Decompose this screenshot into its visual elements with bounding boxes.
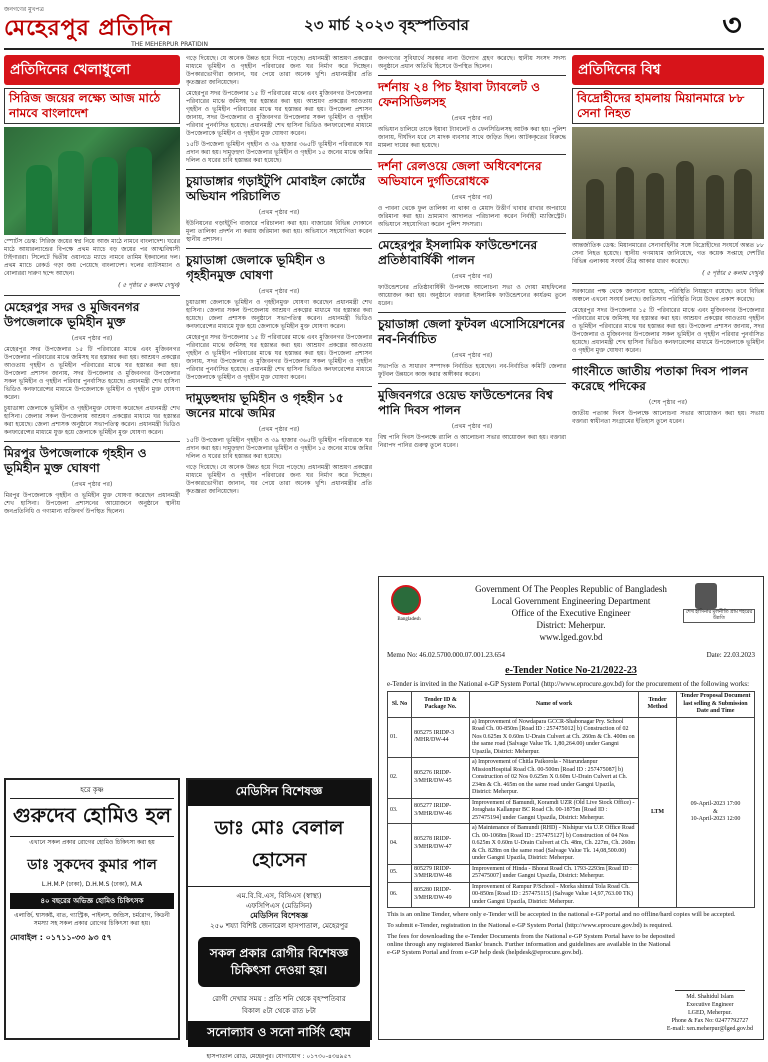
headline-islamic-foundation: মেহেরপুর ইসলামিক ফাউন্ডেশনের প্রতিষ্ঠাবার্ষিকী পালন [378, 238, 538, 267]
newspaper-name-en: THE MEHERPUR PRATIDIN [131, 41, 208, 48]
headline-darshana-rail: দর্শনা রেলওয়ে জেলা অধিবেশনের অভিযানে দুর্গতিরোধকে [378, 159, 542, 188]
th-dates: Tender Proposal Document last selling & Submission Date and Time [677, 692, 755, 718]
cell-sl: 01. [388, 717, 412, 758]
cell-id: 805280 IRIDP-3/MHR/DW-49 [412, 882, 470, 908]
memo-number: Memo No: 46.02.5700.000.07.001.23.654 [387, 651, 506, 659]
column-local-2 [378, 55, 566, 450]
portrait-icon [695, 583, 717, 609]
cell-work: Improvement of Bamundi, Koramdi UZR (Old Live Stock Office) - Joraghata Kallanpur BC Road Ch. 00-1875m [Road ID : 257475194] under Gangni Upazila, District: Meherpur. [470, 798, 639, 824]
headline-football-association: চুয়াডাঙ্গা জেলা ফুটবল এসোসিয়েশনের নব-নির্বাচিত [378, 317, 565, 346]
subhead-note: (প্রথম পৃষ্ঠার পর) [451, 423, 493, 430]
cell-work: a) Improvement of Chitla Paikorola - Nitarundanpur MissionHospital Road Ch. 00-500m [Road ID : 257475087] b) Construction of 02 Nos 0.625m X 0.60m U-Drain Culvert at Ch. 234m & Ch. 465m on the same road under Gangni Upazila, District: Meherpur. [470, 758, 639, 799]
gov-line: Local Government Engineering Department [491, 596, 651, 606]
ad-homeo-degree: L.H.M.P (ঢাকা), D.H.M.S (ঢাকা), M.A [41, 881, 143, 888]
cell-sl: 04. [388, 824, 412, 865]
ad-homeo-hall [4, 778, 180, 1040]
photo-cricket-team [4, 127, 180, 235]
ad-doctor-hours1: রোগী দেখার সময় : প্রতি শনি থেকে বৃহস্পতিবার [212, 995, 346, 1003]
ad-doctor-spec: মেডিসিন বিশেষজ্ঞ [188, 780, 370, 806]
subhead-note: (প্রথম পৃষ্ঠার পর) [71, 335, 113, 342]
ad-homeo-desc: এলার্জি, শ্বাসকষ্ট, বাত, গ্যাস্ট্রিক, পাইলস, জন্ডিস, চর্মরোগ, কিডনী সমস্যা সহ সকল প্রকার রোগের চিকিৎসা করা হয়। [14, 912, 170, 927]
signature-block [667, 981, 753, 1033]
th-tender-id: Tender ID & Package No. [412, 692, 470, 718]
cell-sl: 06. [388, 882, 412, 908]
headline-water-day: মুজিবনগরে ওয়েভ ফাউন্ডেশনের বিশ্ব পানি দিবস পালন [378, 388, 553, 417]
tender-note-registration: To submit e-Tender, registration in the National e-GP System Portal (http://www.eprocure.gov.bd) is required. [387, 922, 673, 929]
ad-doctor-degree3: মেডিসিন বিশেষজ্ঞ [250, 911, 308, 920]
cell-work: a) Maintenance of Bamundi (RHD) - Nishipur via U.P. Office Road Ch. 00-1068m [Road ID : 257475127] b) Construction of 04 Nos 0.625m X 0.60m U-Drain Culvert at Ch. 48m, Ch. 227m, Ch. 260m & Ch. 828m on the same road (Salvage Value Tk. 14,08,500.00) under Gangni Upazila, District: Meherpur. [470, 824, 639, 865]
ad-doctor-clinic: সনোল্যাব ও সনো নার্সিং হোম [188, 1021, 370, 1047]
headline-darshana-yaba: দর্শনায় ২৪ পিচ ইয়াবা ট্যাবলেট ও ফেনসিডিলসহ [378, 80, 540, 109]
ad-homeo-band: ৪০ বছরের অভিজ্ঞ হোমিও চিকিৎসক [10, 893, 174, 909]
subhead-note: (প্রথম পৃষ্ঠার পর) [451, 115, 493, 122]
ad-doctor-hours2: বিকাল ৫টা থেকে রাত ৮টা [242, 1007, 316, 1015]
column-world [572, 55, 764, 426]
headline-mirpur: মিরপুর উপজেলাকে গৃহহীন ও ভূমিহীন মুক্ত ঘোষণা [4, 446, 147, 475]
article-damurhuda-2: গড়ে দিয়েছে। যে অনেক উন্নত হয়ে গিয়ে পড়েছে। প্রধানমন্ত্রী আশ্রয়ণ প্রকল্পের মাধ্যমে ভূমিহীন ও গৃহহীন পরিবারের জন্য ঘর নির্মাণ করে দিচ্ছেন। উপকারভোগীরা জানান, ঘর পেয়ে তারা অনেক খুশি। প্রধানমন্ত্রীর প্রতি কৃতজ্ঞতা জানিয়েছেন। [186, 464, 372, 495]
gov-line: Government Of The Peoples Republic of Bangladesh [475, 584, 667, 594]
ad-homeo-top: হরে কৃষ্ণ [80, 786, 104, 794]
article-landless-free: মেহেরপুর সদর উপজেলার ১৫ টি পরিবারের মাঝে এবং মুজিবনগর উপজেলার পরিবারের মাঝে জমিসহ ঘর হস্তান্তর করা হয়। আশ্রয়ণ প্রকল্পের আওতায় গৃহহীন ও ভূমিহীন পরিবারের মাঝে ঘর হস্তান্তর করা হয়। উপজেলা প্রশাসন জানায়, সদর উপজেলার ও মুজিবনগর উপজেলার সকল ভূমিহীন ও গৃহহীন পরিবার পুনর্বাসিত হয়েছে। প্রধানমন্ত্রী শেখ হাসিনা ভিডিও কনফারেন্সের মাধ্যমে উপজেলাকে ভূমিহীন ও গৃহহীন মুক্ত ঘোষণা করেন। [4, 346, 180, 401]
signatory-email: E-mail: xen.meherpur@lged.gov.bd [666, 1026, 753, 1032]
article-darshana-rail: ও পাবনা থেকে ফুল তালিকা না থাকা ও মেয়াদ উত্তীর্ণ খাবার রাখার অপরাধে জরিমানা করা হয়। ভ্রাম্যমাণ আদালত পরিচালনা করেন নির্বাহী ম্যাজিস্ট্রেট। অভিযানে সহযোগিতা করেন পুলিশ সদস্যরা। [378, 205, 566, 228]
cell-id: 805279 IRIDP-3/MHR/DW-48 [412, 864, 470, 882]
subhead-note: (প্রথম পৃষ্ঠার পর) [451, 273, 493, 280]
article-continued-right-2: মেহেরপুর সদর উপজেলার ১৫ টি পরিবারের মাঝে এবং মুজিবনগর উপজেলার পরিবারের মাঝে জমিসহ ঘর হস্তান্তর করা হয়। আশ্রয়ণ প্রকল্পের আওতায় গৃহহীন ও ভূমিহীন পরিবারের মাঝে ঘর হস্তান্তর করা হয়। উপজেলা প্রশাসন জানায়, সদর উপজেলার ও মুজিবনগর উপজেলার সকল ভূমিহীন ও গৃহহীন পরিবার পুনর্বাসিত হয়েছে। প্রধানমন্ত্রী শেখ হাসিনা ভিডিও কনফারেন্সের মাধ্যমে উপজেলাকে ভূমিহীন ও গৃহহীন মুক্ত ঘোষণা করেন। [572, 307, 764, 354]
cell-dates [677, 717, 755, 908]
th-method: Tender Method [639, 692, 677, 718]
cell-method: LTM [639, 717, 677, 908]
newspaper-name: মেহেরপুর প্রতিদিন [4, 15, 173, 41]
table-row [388, 717, 755, 758]
tagline: জনগণের মুখপত্র [4, 6, 44, 13]
tender-notice [378, 576, 764, 1040]
cell-id: 805276 IRIDP-3/MHR/DW-45 [412, 758, 470, 799]
subhead-note: (প্রথম পৃষ্ঠার পর) [71, 481, 113, 488]
gov-line: District: Meherpur. [536, 620, 606, 630]
ad-doctor-hospital: ২৫০ শয্যা বিশিষ্ট জেনারেল হাসপাতাল, মেহেরপুর [210, 922, 348, 930]
article-continued-right: সরকারের পক্ষ থেকে জানানো হয়েছে, পরিস্থিতি নিয়ন্ত্রণে রয়েছে। তবে বিভিন্ন অঞ্চলে এখনো সংঘর্ষ চলছে। জাতিসংঘ পরিস্থিতি নিয়ে উদ্বেগ প্রকাশ করেছে। [572, 288, 764, 303]
article-chuadanga-landless-2: মেহেরপুর সদর উপজেলার ১৫ টি পরিবারের মাঝে এবং মুজিবনগর উপজেলার পরিবারের মাঝে জমিসহ ঘর হস্তান্তর করা হয়। আশ্রয়ণ প্রকল্পের আওতায় গৃহহীন ও ভূমিহীন পরিবারের মাঝে ঘর হস্তান্তর করা হয়। উপজেলা প্রশাসন জানায়, সদর উপজেলার ও মুজিবনগর উপজেলার সকল ভূমিহীন ও গৃহহীন পরিবার পুনর্বাসিত হয়েছে। প্রধানমন্ত্রী শেখ হাসিনা ভিডিও কনফারেন্সের মাধ্যমে উপজেলাকে ভূমিহীন ও গৃহহীন মুক্ত ঘোষণা করেন। [186, 334, 372, 381]
article-chuadanga-landless: চুয়াডাঙ্গা জেলাকে ভূমিহীন ও গৃহহীনমুক্ত ঘোষণা করেছেন প্রধানমন্ত্রী শেখ হাসিনা। জেলার সকল উপজেলায় আশ্রয়ণ প্রকল্পের মাধ্যমে ঘর হস্তান্তর করা হয়েছে। জেলা প্রশাসক অনুষ্ঠানে সভাপতিত্ব করেন। প্রধানমন্ত্রী ভিডিও কনফারেন্সের মাধ্যমে যুক্ত হয়ে জেলাকে ভূমিহীন মুক্ত ঘোষণা করেন। [186, 299, 372, 330]
cell-sl: 02. [388, 758, 412, 799]
cell-sl: 03. [388, 798, 412, 824]
headline-myanmar: বিদ্রোহীদের হামলায় মিয়ানমারে ৮৮ সেনা নিহত [572, 88, 764, 124]
tender-note-fees: The fees for downloading the e-Tender Documents from the National e-GP System Portal have to be deposited online through any registered Banks' branch. Further information and guidelines are available in the National e-GP System Portal and from e-GP help desk (helpdesk@eprocure.gov.bd). [387, 933, 675, 956]
article-damurhuda: ১৫টি উপজেলা ভূমিহীন গৃহহীন ও ৩৯ হাজার ৩৬৫টি ভূমিহীন পরিবারকে ঘর প্রদান করা হয়। দামুড়হুদা উপজেলার ভূমিহীন ও গৃহহীন ১৫ জনের মাঝে জমির দলিল ও ঘরের চাবি হস্তান্তর করা হয়েছে। [186, 437, 372, 460]
cell-id: 805275 IRIDP-3 /MHR/DW-44 [412, 717, 470, 758]
ad-homeo-note: এখানে সকল প্রকার রোগের হোমিও চিকিৎসা করা হয় [29, 839, 155, 846]
memo-date: Date: 22.03.2023 [706, 651, 755, 659]
subhead-note: (শেষ পৃষ্ঠার পর) [648, 399, 688, 406]
ad-homeo-title: গুরুদেব হোমিও হল [10, 798, 174, 837]
article-landless-free-more: চুয়াডাঙ্গা জেলাকে ভূমিহীন ও গৃহহীনমুক্ত ঘোষণা করেছেন প্রধানমন্ত্রী শেখ হাসিনা। জেলার সকল উপজেলায় আশ্রয়ণ প্রকল্পের মাধ্যমে ঘর হস্তান্তর করা হয়েছে। জেলা প্রশাসক অনুষ্ঠানে সভাপতিত্ব করেন। প্রধানমন্ত্রী ভিডিও কনফারেন্সের মাধ্যমে যুক্ত হয়ে জেলাকে ভূমিহীন মুক্ত ঘোষণা করেন। [4, 405, 180, 436]
date-separator: & [713, 808, 718, 815]
subhead-note: (প্রথম পৃষ্ঠার পর) [451, 194, 493, 201]
signature-icon [675, 981, 745, 991]
headline-series-win: সিরিজ জয়ের লক্ষ্যে আজ মাঠে নামবে বাংলাদেশ [4, 88, 180, 124]
article-islamic-foundation: ফাউন্ডেশনের প্রতিষ্ঠাবার্ষিকী উপলক্ষে আলোচনা সভা ও দোয়া মাহফিলের আয়োজন করা হয়। অনুষ্ঠানে বক্তারা ইসলামিক ফাউন্ডেশনের কার্যক্রম তুলে ধরেন। [378, 284, 566, 307]
th-sl: Sl. No [388, 692, 412, 718]
ad-homeo-doctor: ডাঃ সুকদেব কুমার পাল [27, 857, 157, 873]
tender-note-online: This is an online Tender, where only e-Tender will be accepted in the national e-GP portal and no offline/hard copies will be accepted. [387, 911, 736, 918]
signatory-phone: Phone & Fax No: 02477792727 [671, 1018, 749, 1024]
ad-doctor [186, 778, 372, 1060]
subhead-note: (প্রথম পৃষ্ঠার পর) [258, 209, 300, 216]
signatory-office: LGED, Meherpur. [688, 1010, 732, 1016]
govt-seal-icon [391, 585, 421, 615]
subhead-note: (প্রথম পৃষ্ঠার পর) [451, 352, 493, 359]
continued-note-world: ( ৫ পৃষ্ঠার ৫ কলাম দেখুন) [702, 270, 764, 277]
seal-caption: Bangladesh [397, 617, 421, 622]
headline-damurhuda: দামুড়হুদায় ভূমিহীন ও গৃহহীন ১৫ জনের মাঝে জমির [186, 391, 344, 420]
subhead-note: (প্রথম পৃষ্ঠার পর) [258, 426, 300, 433]
cell-sl: 05. [388, 864, 412, 882]
cell-work: Improvement of Rampur P/School - Morka shimul Tola Road Ch. 00-850m [Road ID : 257475115] (Salvage Value 14,97,763.00 TK) under Gangni Upazila, District: Meherpur. [470, 882, 639, 908]
cell-id: 805277 IRIDP-3/MHR/DW-46 [412, 798, 470, 824]
dateline: ২৩ মার্চ ২০২৩ বৃহস্পতিবার [304, 16, 469, 34]
masthead [4, 4, 764, 50]
tender-table-header [388, 692, 755, 718]
date-submission: 10-April-2023 12:00 [690, 816, 741, 822]
column-sports [4, 55, 180, 516]
headline-chuadanga-landless: চুয়াডাঙ্গা জেলাকে ভূমিহীন ও গৃহহীনমুক্ত ঘোষণা [186, 253, 326, 282]
article-myanmar: আন্তর্জাতিক ডেস্ক: মিয়ানমারের সেনাবাহিনীর সঙ্গে বিদ্রোহীদের সংঘর্ষে অন্তত ৮৮ সেনা নিহত হয়েছে। স্থানীয় গণমাধ্যম জানিয়েছে, গত কয়েক সপ্তাহে দেশটির বিভিন্ন এলাকায় সংঘর্ষ তীব্র আকার ধারণ করেছে। [572, 242, 764, 265]
article-football-association: সভাপতি ও সাধারণ সম্পাদক নির্বাচিত হয়েছেন। নব-নির্বাচিত কমিটি জেলার ফুটবল উন্নয়নে কাজ করার অঙ্গীকার করেন। [378, 363, 566, 378]
article-water-day: বিশ্ব পানি দিবস উপলক্ষে র‍্যালি ও আলোচনা সভার আয়োজন করা হয়। বক্তারা নিরাপদ পানির গুরুত্ব তুলে ধরেন। [378, 434, 566, 449]
photo-soldiers [572, 127, 764, 239]
signatory-name: Md. Shahidul Islam [686, 994, 734, 1000]
article-mirpur: মিরপুর উপজেলাকে গৃহহীন ও ভূমিহীন মুক্ত ঘোষণা করেছেন প্রধানমন্ত্রী শেখ হাসিনা। উপজেলা প্রশাসনের আয়োজনে অনুষ্ঠানে স্থানীয় জনপ্রতিনিধি ও গণ্যমান্য ব্যক্তিবর্গ উপস্থিত ছিলেন। [4, 492, 180, 515]
slogan-banner: শেখ হাসিনার মূলনীতি গ্রাম শহরের উন্নতি [683, 609, 755, 623]
gov-line: Office of the Executive Engineer [511, 608, 631, 618]
headline-mobile-court: চুয়াডাঙ্গার গড়াইটুপি মোবাইল কোর্টের অভিযান পরিচালিত [186, 174, 366, 203]
tender-title: e-Tender Notice No-21/2022-23 [505, 665, 637, 676]
column-local-1 [186, 55, 372, 496]
date-last-selling: 09-April-2023 17:00 [690, 801, 741, 807]
tender-intro: e-Tender is invited in the National e-GP System Portal (http://www.eprocure.gov.bd) for the procurement of the following works: [387, 680, 750, 688]
headline-landless-free: মেহেরপুর সদর ও মুজিবনগর উপজেলাকে ভূমিহীন মুক্ত [4, 300, 140, 329]
ad-doctor-degree2: এফসিপিএস (মেডিসিন) [245, 902, 313, 910]
headline-flag-day: গাংনীতে জাতীয় পতাকা দিবস পালন করেছে পদিকের [572, 364, 748, 393]
cell-work: a) Improvement of Nowdapara GCCR-Shabonagar Pry. School Road Ch. 00-850m [Road ID : 257475012] b) Construction of 02 Nos 0.625m X 0.60m U-Drain Culvert at Ch. 260m & Ch. 400m on the same road (Salvage Value Tk. 1,80,264.00) under Gangni Upazila, District: Meherpur. [470, 717, 639, 758]
th-work: Name of work [470, 692, 639, 718]
cell-id: 805278 IRIDP-3/MHR/DW-47 [412, 824, 470, 865]
page-number: ৩ [722, 8, 742, 43]
article-continued-top-2: মেহেরপুর সদর উপজেলার ১৫ টি পরিবারের মাঝে এবং মুজিবনগর উপজেলার পরিবারের মাঝে জমিসহ ঘর হস্তান্তর করা হয়। আশ্রয়ণ প্রকল্পের আওতায় গৃহহীন ও ভূমিহীন পরিবারের মাঝে ঘর হস্তান্তর করা হয়। উপজেলা প্রশাসন জানায়, সদর উপজেলার ও মুজিবনগর উপজেলার সকল ভূমিহীন ও গৃহহীন পরিবার পুনর্বাসিত হয়েছে। প্রধানমন্ত্রী শেখ হাসিনা ভিডিও কনফারেন্সের মাধ্যমে উপজেলাকে ভূমিহীন ও গৃহহীন মুক্ত ঘোষণা করেন। [186, 90, 372, 137]
tender-table [387, 691, 755, 908]
signatory-title: Executive Engineer [686, 1002, 734, 1008]
cell-work: Improvement of Hinda - Bhorat Road Ch. 1793-2293m [Road ID : 257475007] under Gangni Upazila, District: Meherpur. [470, 864, 639, 882]
ad-doctor-contact: হাসপাতাল রোড, মেহেরপুর। যোগাযোগ : ০১৭৩০-৪৩৪৯৫৭ [206, 1053, 352, 1060]
article-flag-day: জাতীয় পতাকা দিবস উপলক্ষে আলোচনা সভার আয়োজন করা হয়। সভায় বক্তারা স্বাধীনতা সংগ্রামের ইতিহাস তুলে ধরেন। [572, 410, 764, 425]
article-continued-top: গড়ে দিয়েছে। যে অনেক উন্নত হয়ে গিয়ে পড়েছে। প্রধানমন্ত্রী আশ্রয়ণ প্রকল্পের মাধ্যমে ভূমিহীন ও গৃহহীন পরিবারের জন্য ঘর নির্মাণ করে দিচ্ছেন। উপকারভোগীরা জানান, ঘর পেয়ে তারা অনেক খুশি। প্রধানমন্ত্রীর প্রতি কৃতজ্ঞতা জানিয়েছেন। [186, 55, 372, 86]
ad-homeo-phone: মোবাইল : ০১৭১১-৩৩ ৯৩ ৫৭ [10, 933, 112, 942]
section-banner-world: প্রতিদিনের বিশ্ব [572, 55, 764, 85]
section-banner-sports: প্রতিদিনের খেলাধুলো [4, 55, 180, 85]
article-continued-top-b: জনগণের সুবিধার্থে সরকার নানা উদ্যোগ গ্রহণ করেছে। স্থানীয় সংসদ সদস্য অনুষ্ঠানে প্রধান অতিথি হিসেবে উপস্থিত ছিলেন। [378, 55, 566, 70]
article-mobile-court: ইউনিয়নের গড়াইটুপি বাজারে পরিচালনা করা হয়। বাজারের বিভিন্ন দোকানে মূল্য তালিকা প্রদর্শন না করায় জরিমানা করা হয়। অভিযানে সহযোগিতা করেন স্থানীয় প্রশাসন। [186, 220, 372, 243]
continued-note: ( ৫ পৃষ্ঠার ৫ কলাম দেখুন) [118, 282, 180, 289]
ad-doctor-name: ডাঃ মোঃ বেলাল হোসেন [188, 806, 370, 887]
subhead-note: (প্রথম পৃষ্ঠার পর) [258, 288, 300, 295]
article-continued-top-3: ১৫টি উপজেলা ভূমিহীন গৃহহীন ও ৩৯ হাজার ৩৬৫টি ভূমিহীন পরিবারকে ঘর প্রদান করা হয়। দামুড়হুদা উপজেলার ভূমিহীন ও গৃহহীন ১৫ জনের মাঝে জমির দলিল ও ঘরের চাবি হস্তান্তর করা হয়েছে। [186, 141, 372, 164]
article-series-win: স্পোর্টস ডেস্ক: সিরিজ জয়ের স্বপ্ন নিয়ে আজ মাঠে নামবে বাংলাদেশ। ঘরের মাঠে আয়ারল্যান্ডের বিপক্ষে প্রথম ম্যাচে বড় জয়ের পর আত্মবিশ্বাসী টাইগাররা। সিলেটে দ্বিতীয় ওয়ানডে ম্যাচে নামবে তামিম ইকবালের দল। প্রথম ম্যাচে রেকর্ড গড়া জয় পেয়েছে বাংলাদেশ। দলের ব্যাটসম্যান ও বোলাররা দারুণ ছন্দে আছেন। [4, 238, 180, 277]
ad-doctor-degree1: এম.বি.বি.এস, বিসিএস (স্বাস্থ্য) [236, 892, 322, 900]
article-darshana-yaba: অভিযান চালিয়ে তাকে ইয়াবা ট্যাবলেট ও ফেনসিডিলসহ আটক করা হয়। পুলিশ জানায়, দীর্ঘদিন ধরে সে মাদক ব্যবসার সাথে জড়িত ছিল। আটককৃতের বিরুদ্ধে মামলা দায়ের করা হয়েছে। [378, 126, 566, 149]
newspaper-logo [4, 4, 214, 48]
gov-website: www.lged.gov.bd [539, 632, 603, 642]
ad-doctor-callout: সকল প্রকার রোগীর বিশেষজ্ঞ চিকিৎসা দেওয়া হয়। [198, 937, 360, 987]
